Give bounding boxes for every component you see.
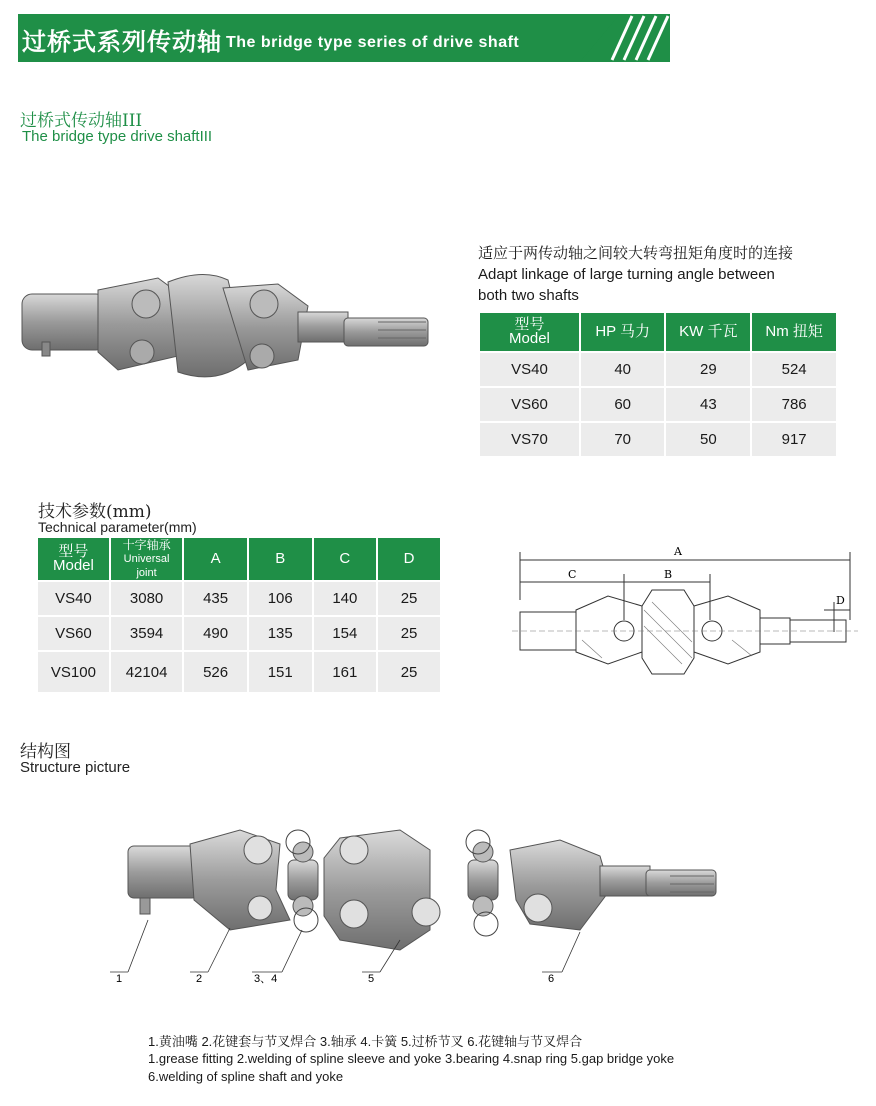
power-table-header — [480, 313, 836, 351]
structure-title-en: Structure picture — [20, 759, 131, 776]
drive-shaft-image — [18, 260, 438, 400]
table-row: VS60 3594 490 135 154 25 — [38, 617, 440, 650]
tech-table — [36, 536, 442, 694]
tech-title-en: Technical parameter(mm) — [38, 519, 197, 535]
callout-1: 1 — [116, 973, 123, 985]
col-c: C — [314, 538, 377, 580]
col-hp: HP 马力 — [581, 313, 665, 351]
table-row: VS100 42104 526 151 161 25 — [38, 652, 440, 692]
product-title-zh: 过桥式传动轴III — [20, 111, 143, 131]
banner-stripes — [580, 14, 670, 62]
table-row: VS40 3080 435 106 140 25 — [38, 582, 440, 615]
col-kw: KW 千瓦 — [666, 313, 750, 351]
product-title-en: The bridge type drive shaftIII — [22, 128, 213, 145]
col-model: 型号 Model — [480, 313, 579, 351]
technical-drawing — [512, 540, 858, 680]
col-universal-joint: 十字轴承 Universal joint — [111, 538, 182, 580]
product-desc-zh: 适应于两传动轴之间较大转弯扭矩角度时的连接 — [478, 245, 794, 262]
dim-c-label: C — [568, 568, 577, 581]
structure-title-zh: 结构图 — [20, 742, 71, 762]
page-title — [22, 22, 519, 57]
page-title-en: The bridge type series of drive shaft — [226, 34, 520, 51]
tech-title-zh: 技术参数(mm) — [38, 502, 152, 522]
col-d: D — [378, 538, 440, 580]
tech-table-header — [38, 538, 440, 580]
structure-caption-en-2: 6.welding of spline shaft and yoke — [148, 1069, 344, 1084]
col-model: 型号 Model — [38, 538, 109, 580]
dim-d-label: D — [836, 594, 845, 607]
col-nm: Nm 扭矩 — [752, 313, 836, 351]
callout-3-4: 3、4 — [254, 973, 278, 985]
product-desc-en-1: Adapt linkage of large turning angle between — [478, 266, 775, 283]
dim-b-label: B — [664, 568, 673, 581]
callout-6: 6 — [548, 973, 555, 985]
page-title-zh: 过桥式系列传动轴 — [22, 29, 222, 56]
callout-2: 2 — [196, 973, 203, 985]
table-row: VS70 70 50 917 — [480, 423, 836, 456]
structure-caption-en-1: 1.grease fitting 2.welding of spline sleeve and yoke 3.bearing 4.snap ring 5.gap bridge yoke — [148, 1051, 675, 1066]
dim-a-label: A — [674, 545, 682, 558]
product-desc-en-2: both two shafts — [478, 287, 579, 304]
power-table — [478, 311, 838, 458]
table-row: VS60 60 43 786 — [480, 388, 836, 421]
structure-exploded-image — [110, 820, 730, 990]
col-a: A — [184, 538, 247, 580]
callout-5: 5 — [368, 973, 375, 985]
col-b: B — [249, 538, 312, 580]
table-row: VS40 40 29 524 — [480, 353, 836, 386]
structure-caption-zh: 1.黄油嘴 2.花键套与节叉焊合 3.轴承 4.卡簧 5.过桥节叉 6.花键轴与节叉焊合 — [148, 1034, 583, 1049]
